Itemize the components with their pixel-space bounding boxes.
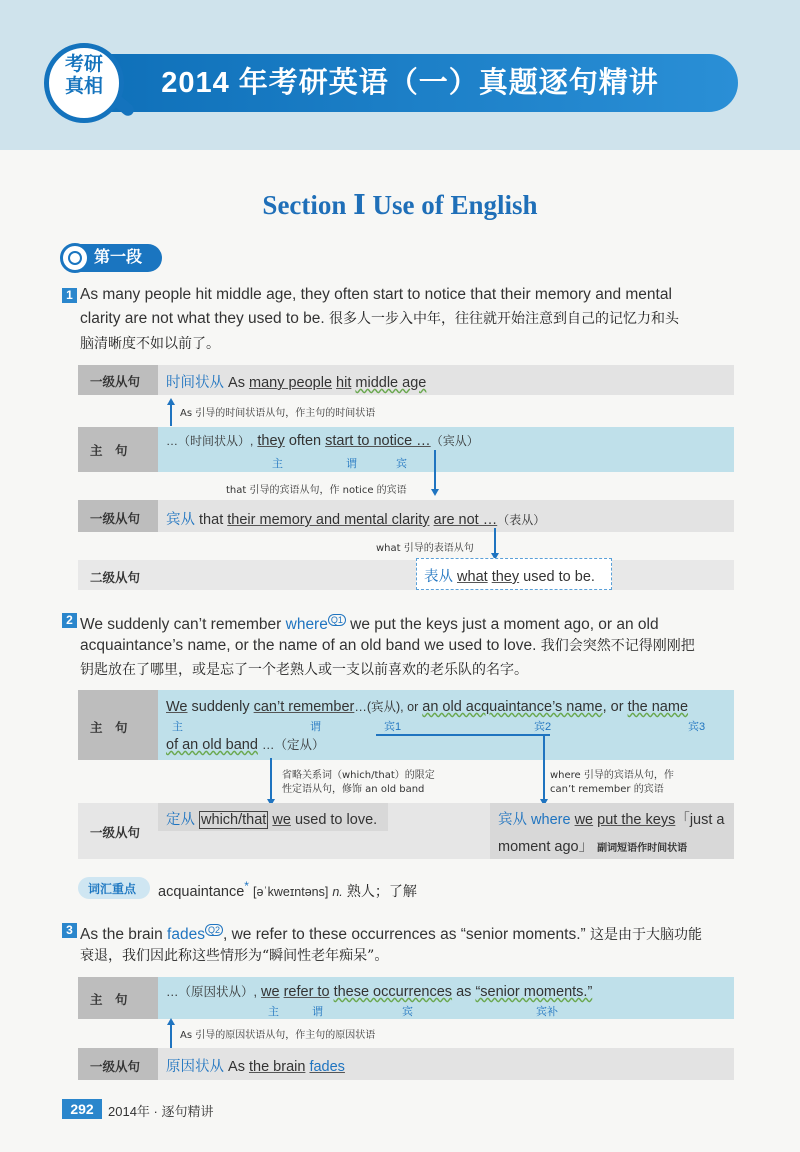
arrow-line [494, 528, 496, 556]
subject: they [491, 569, 520, 585]
prep: as [456, 984, 472, 1000]
chinese: 我们会突然不记得刚刚把 [540, 638, 695, 654]
clause-level-label: 二级从句 [90, 571, 141, 585]
grammar-label: 宾3 [688, 721, 706, 733]
sentence1-english: clarity are not what they used to be. [80, 310, 325, 327]
adverbial: moment ago」 [498, 839, 594, 855]
clause-tag: 定从 [166, 812, 195, 828]
placeholder: …（时间状从）, [166, 434, 254, 448]
clause-level-label: 一级从句 [90, 826, 141, 840]
grammar-label: 主 [272, 458, 283, 470]
conj: As [228, 375, 245, 391]
clause-row [166, 432, 479, 449]
complement: “senior moments.” [475, 984, 593, 1000]
predicate: hit [336, 375, 352, 391]
search-icon-inner [68, 251, 82, 265]
conj: , or [602, 699, 624, 715]
clause-row [166, 1055, 345, 1076]
grammar-label: 宾 [396, 458, 407, 470]
sentence2-chinese: 钥匙放在了哪里，或是忘了一个老熟人或一支以前喜欢的老乐队的名字。 [80, 662, 528, 678]
text: , we refer to these [222, 926, 348, 944]
clause-row [166, 508, 545, 529]
clause-row-line2 [166, 735, 324, 753]
clause-tag: 宾从 [498, 812, 527, 828]
predicate: can’t remember [253, 699, 355, 715]
arrow-down-icon [431, 489, 439, 496]
keyword: fades [167, 926, 205, 944]
page-title: 2014 年考研英语（一）真题逐句精讲 [161, 67, 659, 99]
keyword: occurrences [351, 926, 436, 944]
chinese: 这是由于大脑功能 [589, 927, 702, 944]
clause-tag: 宾从 [166, 512, 195, 528]
grammar-label: 主 [172, 721, 183, 733]
arrow-line [270, 758, 272, 800]
clause-row [498, 808, 725, 829]
vocab-entry [158, 879, 417, 901]
predicate: put the keys [597, 812, 676, 828]
predicate: used to be. [523, 569, 595, 585]
predicate: refer to [283, 984, 330, 1000]
text: As the brain [80, 926, 163, 944]
text: we put the keys just a moment ago, or an old [350, 616, 659, 634]
predicate: start to notice … [325, 433, 431, 449]
sentence2-line1 [80, 608, 659, 637]
clause-level-label: 主 句 [90, 721, 128, 735]
bracket-line [376, 734, 550, 736]
subject: they [257, 433, 285, 449]
page-number: 292 [62, 1099, 102, 1119]
clause-row-line2 [498, 835, 687, 856]
keyword: where [285, 616, 328, 634]
footnote-badge[interactable]: Q2 [205, 924, 223, 936]
clause-row [424, 565, 595, 586]
meaning: 熟人；了解 [346, 883, 417, 900]
arrow-up-icon [167, 398, 175, 405]
clause-bar [78, 560, 734, 590]
subject: the brain [248, 1059, 306, 1075]
grammar-label: 主 [268, 1006, 279, 1018]
adverbial: 「just a [675, 812, 725, 828]
text: We suddenly can’t remember [80, 616, 282, 634]
predicate: used to love. [294, 812, 378, 828]
sentence2-line2 [80, 634, 695, 658]
note: As 引导的原因状语从句，作主句的原因状语 [180, 1030, 376, 1041]
conj: that [199, 512, 224, 528]
sentence3-chinese: 衰退，我们因此称这些情形为“瞬间性老年痴呆”。 [80, 948, 389, 964]
arrow-line [170, 1024, 172, 1048]
grammar-label: 谓 [312, 1006, 323, 1018]
subject: we [272, 812, 291, 828]
note: As 引导的时间状语从句，作主句的时间状语 [180, 408, 376, 419]
grammar-label: 宾补 [536, 1006, 558, 1018]
sentence-number: 3 [62, 923, 77, 938]
conj: As [228, 1059, 245, 1075]
object: middle age [355, 375, 427, 391]
text: ’s name, or the name of an old band we used to love. [172, 637, 537, 654]
adverb: often [288, 433, 322, 449]
sentence-number: 1 [62, 288, 77, 303]
star-icon: * [244, 879, 249, 893]
logo-text [49, 54, 119, 98]
omitted-relative: which/that [201, 812, 267, 828]
clause-row [166, 982, 592, 1000]
subject: we [261, 984, 280, 1000]
predicate: are not … [433, 512, 498, 528]
footer-text: 2014年 · 逐句精讲 [108, 1104, 214, 1119]
grammar-label: 谓 [346, 458, 357, 470]
grammar-label: 宾 [402, 1006, 413, 1018]
clause-level-label: 主 句 [90, 993, 128, 1007]
clause-level-label: 一级从句 [90, 375, 141, 389]
adverb: suddenly [191, 699, 250, 715]
sentence3-line1 [80, 918, 702, 947]
placeholder: …（定从） [261, 738, 325, 752]
text: as “senior moments.” [440, 926, 586, 944]
keyword: acquaintance [80, 637, 173, 654]
object-cont: of an old band [166, 737, 258, 753]
subject: their memory and mental clarity [227, 512, 430, 528]
logo-line2: 真相 [64, 76, 103, 97]
arrow-up-icon [167, 1018, 175, 1025]
object: these occurrences [333, 984, 453, 1000]
conj: where [531, 812, 571, 828]
sentence-number: 2 [62, 613, 77, 628]
note: 省略关系词（which/that）的限定 [282, 770, 435, 781]
placeholder: （宾从） [430, 434, 479, 448]
arrow-line [434, 450, 436, 490]
arrow-line [543, 736, 545, 800]
clause-level-label: 主 句 [90, 444, 128, 458]
subject: many people [248, 375, 333, 391]
grammar-label: 宾1 [384, 721, 402, 733]
note: 副词短语作时间状语 [597, 843, 688, 854]
paragraph-label: 第一段 [94, 249, 143, 266]
arrow-line [170, 404, 172, 426]
part-of-speech: n. [332, 884, 343, 899]
placeholder: （表从） [497, 513, 546, 527]
clause-tag: 时间状从 [166, 375, 224, 391]
clause-level-label: 一级从句 [90, 1060, 141, 1074]
clause-tag: 原因状从 [166, 1059, 224, 1075]
sentence1-chinese: 很多人一步入中年，往往就开始注意到自己的记忆力和头 [329, 311, 680, 327]
subject: we [574, 812, 594, 828]
grammar-label: 宾2 [534, 721, 552, 733]
clause-row [166, 697, 688, 715]
note: that 引导的宾语从句，作 notice 的宾语 [226, 485, 407, 496]
predicate: fades [309, 1059, 345, 1075]
vocab-label: 词汇重点 [88, 882, 137, 896]
section-title: Section Ⅰ Use of English [262, 190, 538, 220]
phonetic: [əˈkweɪntəns] [253, 884, 329, 899]
grammar-label: 谓 [310, 721, 321, 733]
clause-level-label: 一级从句 [90, 512, 141, 526]
subject: We [166, 699, 188, 715]
sentence1-line2 [80, 307, 679, 331]
note: what 引导的表语从句 [376, 543, 474, 554]
clause-tag: 表从 [424, 569, 453, 585]
sentence1-line1: As many people hit middle age, they often start to notice that their memory and mental [80, 286, 672, 303]
conj: what [457, 569, 488, 585]
clause-row [166, 371, 426, 392]
placeholder: …(宾从), or [354, 700, 419, 714]
object: an old acquaintance’s name [422, 699, 603, 715]
sentence1-chinese-line2: 脑清晰度不如以前了。 [80, 336, 220, 352]
logo-line1: 考研 [64, 54, 103, 75]
note: where 引导的宾语从句，作 [550, 770, 674, 781]
clause-row [166, 808, 377, 829]
footnote-badge[interactable]: Q1 [328, 614, 346, 626]
note: can’t remember 的宾语 [550, 784, 664, 795]
placeholder: …（原因状从）, [166, 985, 257, 999]
vocab-word: acquaintance [158, 883, 245, 900]
note: 性定语从句，修饰 an old band [282, 784, 425, 795]
object: the name [627, 699, 689, 715]
